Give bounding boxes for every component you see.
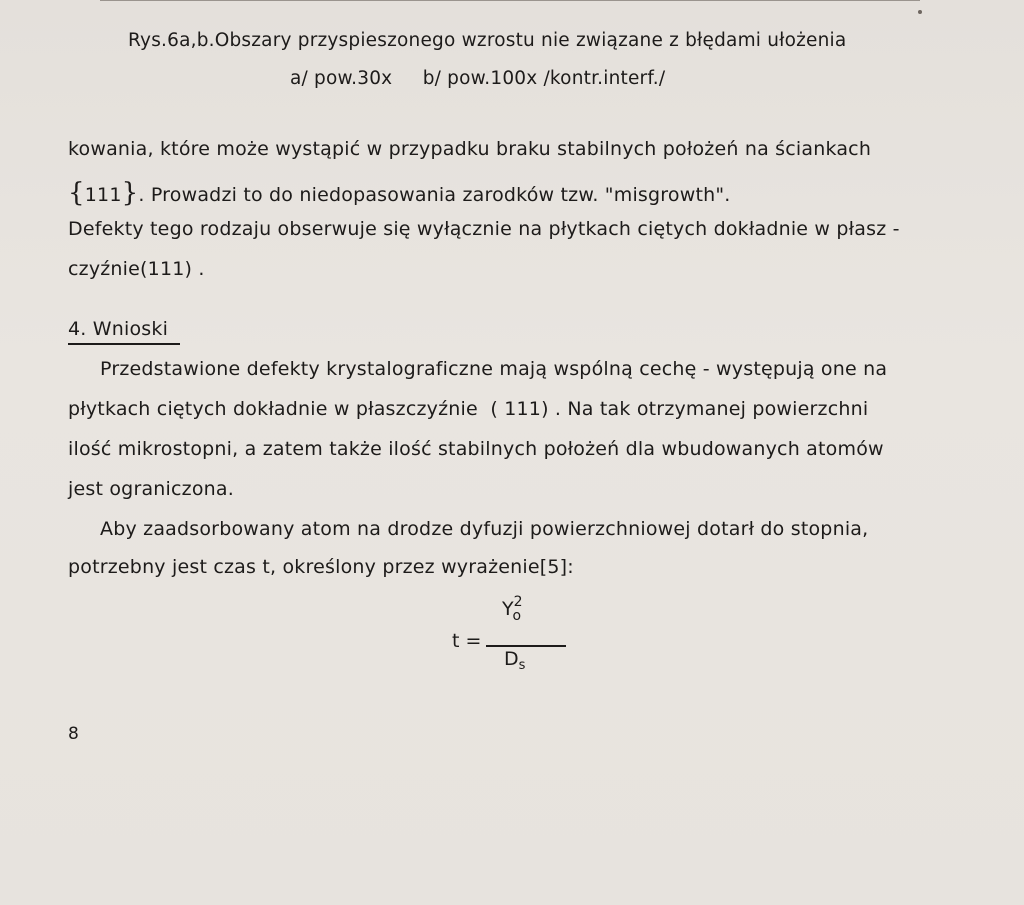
paragraph-2-line-2: płytkach ciętych dokładnie w płaszczyźnie ( 111) . Na tak otrzymanej powierzchni — [68, 398, 869, 420]
formula-numerator — [502, 594, 531, 624]
figure-caption-line-2: a/ pow.30x b/ pow.100x /kontr.interf./ — [290, 68, 666, 89]
brace-close: } — [121, 178, 139, 208]
miller-index: 111 — [84, 184, 122, 206]
section-heading: 4. Wnioski — [68, 318, 169, 340]
paragraph-1-line-1: kowania, które może wystąpić w przypadku braku stabilnych położeń na ściankach — [68, 138, 872, 160]
ink-speck — [918, 10, 922, 14]
page-number: 8 — [68, 724, 79, 744]
paragraph-2-line-4: jest ograniczona. — [68, 478, 234, 500]
fraction-bar — [486, 645, 566, 647]
numerator-superscript: 2 — [513, 594, 523, 610]
paragraph-3-line-2: potrzebny jest czas t, określony przez wyrażenie[5]: — [68, 556, 574, 578]
paragraph-3-line-1: Aby zaadsorbowany atom na drodze dyfuzji powierzchniowej dotarł do stopnia, — [100, 518, 869, 540]
denominator-subscript: s — [518, 658, 526, 673]
numerator-base: Y — [502, 598, 514, 620]
section-heading-underline — [68, 343, 180, 345]
paragraph-1-line-2 — [68, 178, 731, 208]
paragraph-2-line-3: ilość mikrostopni, a zatem także ilość stabilnych położeń dla wbudowanych atomów — [68, 438, 884, 460]
paragraph-1-line-4: czyźnie(111) . — [68, 258, 205, 280]
denominator-base: D — [504, 648, 519, 670]
figure-caption-line-1: Rys.6a,b.Obszary przyspieszonego wzrostu nie związane z błędami ułożenia — [128, 30, 847, 51]
formula-lhs: t = — [452, 630, 482, 652]
paragraph-1-line-3: Defekty tego rodzaju obserwuje się wyłącznie na płytkach ciętych dokładnie w płasz - — [68, 218, 900, 240]
brace-open: { — [68, 178, 85, 208]
paragraph-2-line-1: Przedstawione defekty krystalograficzne mają wspólną cechę - występują one na — [100, 358, 888, 380]
numerator-subscript: o — [512, 608, 522, 624]
formula-denominator — [504, 648, 526, 673]
diffusion-time-formula — [452, 594, 592, 678]
paragraph-1-line-2-text: . Prowadzi to do niedopasowania zarodków tzw. "misgrowth". — [138, 184, 731, 206]
top-rule — [100, 0, 920, 1]
